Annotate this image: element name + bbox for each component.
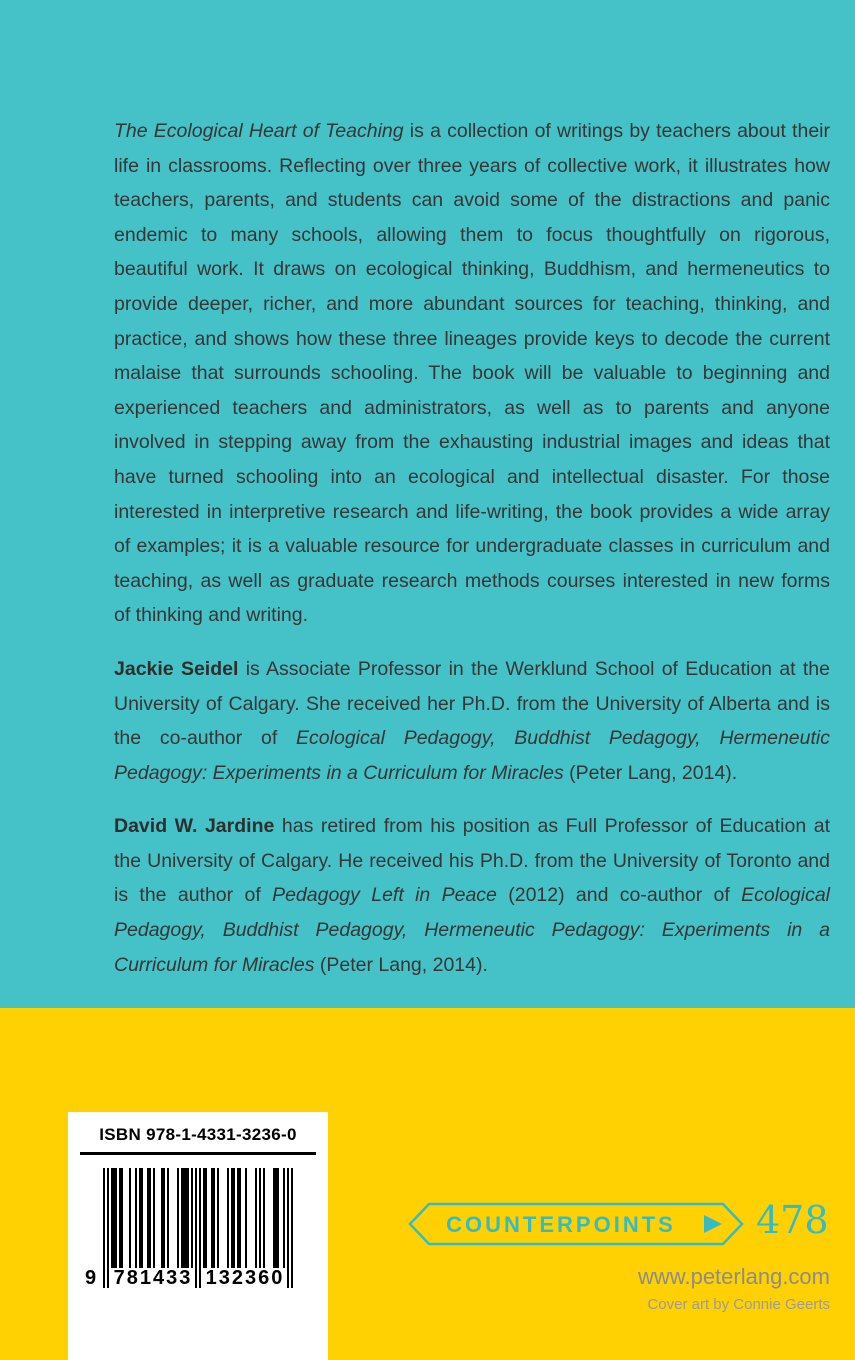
barcode-digits-right: 132360 xyxy=(205,1267,285,1289)
description-text: is a collection of writings by teachers about their life in classrooms. Reflecting over three years of collective work, it illustrates how teachers, parents, and students can avoid some of the distractions and panic endemic to many schools, allowing them to focus thoughtfully on rigorous, beautiful work. It draws on ecological thinking, Buddhism, and hermeneutics to provide deeper, richer, and more abundant sources for teaching, thinking, and practice, and shows how these three lineages provide keys to decode the current malaise that surrounds schooling. The book will be valuable to beginning and experienced teachers and administrators, as well as to parents and anyone involved in stepping away from the exhausting industrial images and ideas that have turned schooling into an ecological and intellectual disaster. For those interested in interpretive research and life-writing, the book provides a wide array of examples; it is a valuable resource for undergraduate classes in curriculum and teaching, as well as graduate research methods courses interested in new forms of thinking and writing. xyxy=(114,120,830,627)
author1-text2: (Peter Lang, 2014). xyxy=(563,761,738,784)
counterpoints-text: COUNTERPOINTS xyxy=(446,1212,676,1237)
counterpoints-logo-graphic xyxy=(406,1200,746,1248)
barcode-digit-9: 9 xyxy=(85,1267,97,1289)
author-name-jardine: David W. Jardine xyxy=(114,815,275,838)
counterpoints-arrow-icon xyxy=(704,1215,722,1233)
barcode-digits-left: 781433 xyxy=(113,1267,193,1289)
description-paragraph xyxy=(114,114,830,633)
counterpoints-logo xyxy=(406,1200,746,1248)
author2-work1-italic: Pedagogy Left in Peace xyxy=(272,884,497,907)
cover-art-credit: Cover art by Connie Geerts xyxy=(647,1296,830,1313)
author-name-seidel: Jackie Seidel xyxy=(114,657,239,680)
author-bio-jardine xyxy=(114,809,830,982)
publisher-website: www.peterlang.com xyxy=(638,1264,830,1289)
series-number: 478 xyxy=(756,1198,829,1242)
author2-text2: (2012) and co-author of xyxy=(496,884,742,907)
author2-text1: has retired from his position as Full Professor of Education at the University of Calgary. He received his Ph.D. from the University of Toronto and is the author of xyxy=(114,815,830,907)
author1-work-italic: Ecological Pedagogy, Buddhist Pedagogy, Hermeneutic Pedagogy: Experiments in a Curriculum for Miracles xyxy=(114,727,830,784)
author2-work2-italic: Ecological Pedagogy, Buddhist Pedagogy, Hermeneutic Pedagogy: Experiments in a Curriculum for Miracles xyxy=(114,884,831,976)
isbn-divider xyxy=(80,1152,316,1155)
back-cover-text xyxy=(114,114,830,982)
isbn-box xyxy=(68,1112,328,1360)
author-bio-seidel xyxy=(114,652,830,790)
author1-text1: is Associate Professor in the Werklund School of Education at the University of Calgary. She received her Ph.D. from the University of Alberta and is the co-author of xyxy=(114,657,830,750)
isbn-label: ISBN 978-1-4331-3236-0 xyxy=(99,1125,297,1144)
author2-text3: (Peter Lang, 2014). xyxy=(314,953,488,976)
book-title-italic: The Ecological Heart of Teaching xyxy=(114,120,404,142)
barcode xyxy=(85,1168,293,1289)
